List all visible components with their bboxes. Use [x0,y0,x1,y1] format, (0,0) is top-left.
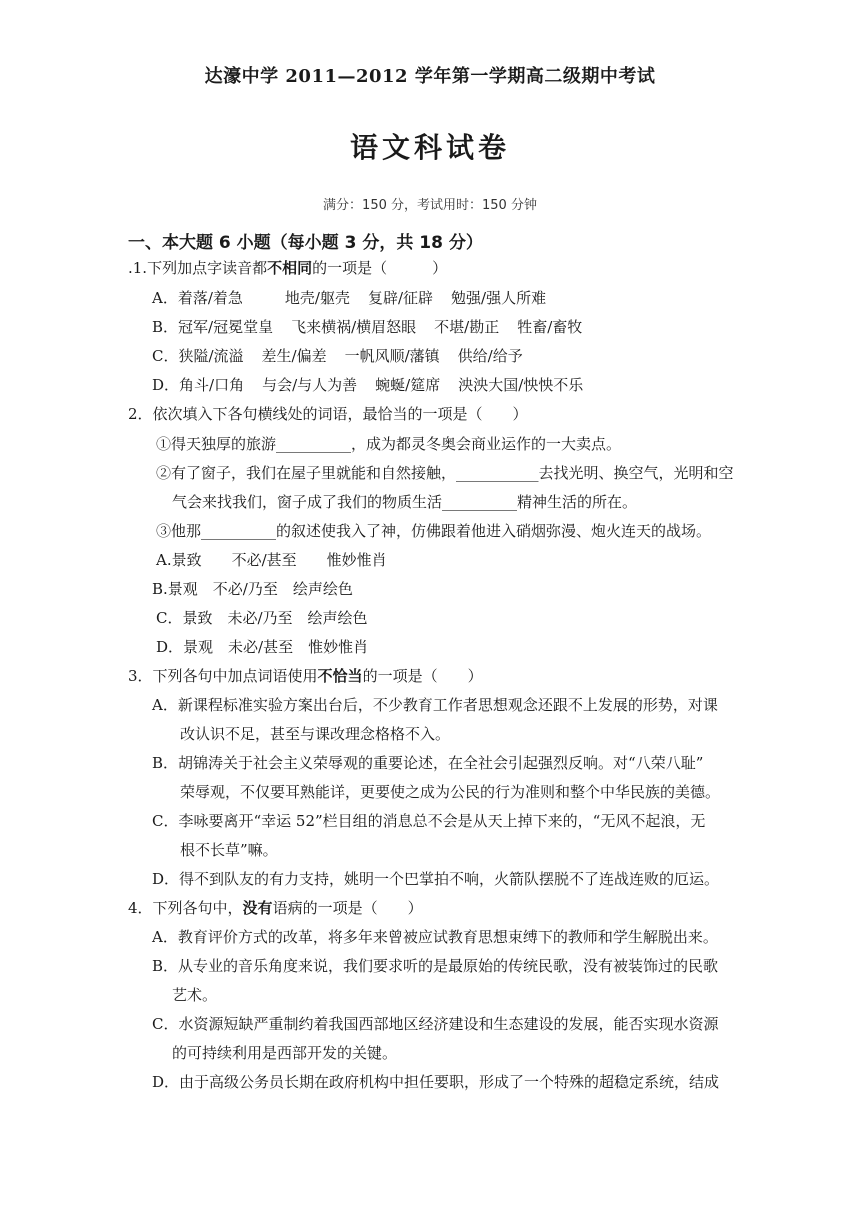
q1-a-4: 勉强/强人所难 [451,289,547,307]
q1-stem-bold: 不相同 [267,259,313,277]
q1-c-3: 一帆风顺/藩镇 [344,347,440,365]
q3-stem-pre: 3．下列各句中加点词语使用 [128,667,318,685]
q4-stem-pre: 4．下列各句中， [128,899,243,917]
q1-d-4: 泱泱大国/怏怏不乐 [458,376,584,394]
q1-b-1: B．冠军/冠冕堂皇 [152,318,274,336]
q3-option-a-line2: 改认识不足，甚至与课改理念格格不入。 [180,725,451,743]
q3-option-d: D．得不到队友的有力支持，姚明一个巴掌拍不响，火箭队摆脱不了连战连败的厄运。 [152,870,720,888]
q1-c-2: 差生/偏差 [261,347,327,365]
q3-stem [128,666,483,686]
q4-option-c-line2: 的可持续利用是西部开发的关键。 [172,1044,398,1062]
q2-option-a: A.景致 不必/甚至 惟妙惟肖 [156,551,387,569]
q1-option-d [152,375,583,395]
q1-d-1: D．角斗/口角 [152,376,245,394]
q1-stem-post: 的一项是（ ） [312,259,448,277]
q2-sentence-1: ①得天独厚的旅游__________，成为都灵冬奥会商业运作的一大卖点。 [156,435,622,453]
q4-option-b-line1: B．从专业的音乐角度来说，我们要求听的是最原始的传统民歌，没有被装饰过的民歌 [152,957,719,975]
school-title: 达濠中学 2011—2012 学年第一学期高二级期中考试 [204,66,656,87]
q1-d-2: 与会/与人为善 [262,376,358,394]
exam-info: 满分：150 分，考试用时：150 分钟 [323,198,537,213]
q3-option-c-line2: 根不长草”嘛。 [180,841,278,859]
exam-title: 语文科试卷 [349,131,510,164]
q1-c-1: C．狭隘/流溢 [152,347,244,365]
q4-stem [128,898,423,918]
q4-stem-post: 语病的一项是（ ） [272,899,423,917]
q1-stem [128,258,447,278]
q3-option-b-line1: B．胡锦涛关于社会主义荣辱观的重要论述，在全社会引起强烈反响。对“八荣八耻” [152,754,704,772]
q1-c-4: 供给/给予 [457,347,523,365]
q1-d-3: 蜿蜒/筵席 [375,376,441,394]
q3-option-c-line1: C．李咏要离开“幸运 52”栏目组的消息总不会是从天上掉下来的，“无风不起浪，无 [152,812,706,830]
q1-a-3: 复辟/征辟 [367,289,434,307]
q4-stem-bold: 没有 [242,899,273,917]
q3-option-b-line2: 荣辱观，不仅要耳熟能详，更要使之成为公民的行为准则和整个中华民族的美德。 [180,783,721,801]
q1-b-2: 飞来横祸/横眉怒眼 [291,318,417,336]
q1-stem-pre: .1.下列加点字读音都 [128,259,268,277]
q3-stem-post: 的一项是（ ） [362,667,483,685]
q1-option-a [152,288,546,308]
q2-sentence-2b: 气会来找我们，窗子成了我们的物质生活__________精神生活的所在。 [172,493,638,511]
q2-option-b: B.景观 不必/乃至 绘声绘色 [152,580,353,598]
q1-option-b [152,317,582,337]
q3-option-a-line1: A．新课程标准实验方案出台后，不少教育工作者思想观念还跟不上发展的形势，对课 [152,696,718,714]
q4-option-a: A．教育评价方式的改革，将多年来曾被应试教育思想束缚下的教师和学生解脱出来。 [152,928,718,946]
q1-a-2: 地壳/躯壳 [284,289,350,307]
q2-option-d: D．景观 未必/甚至 惟妙惟肖 [156,638,369,656]
q1-a-1: A．着落/着急 [152,289,243,307]
q1-b-4: 牲畜/畜牧 [517,318,583,336]
q1-option-c [152,346,523,366]
q4-option-d-line1: D．由于高级公务员长期在政府机构中担任要职，形成了一个特殊的超稳定系统，结成 [152,1073,720,1091]
q4-option-b-line2: 艺术。 [172,986,218,1004]
q2-stem: 2．依次填入下各句横线处的词语，最恰当的一项是（ ） [128,405,528,423]
q2-sentence-3: ③他那__________的叙述使我入了神，仿佛跟着他进入硝烟弥漫、炮火连天的战场。 [156,522,712,540]
q2-option-c: C．景致 未必/乃至 绘声绘色 [156,609,368,627]
section-heading: 一、本大题 6 小题（每小题 3 分，共 18 分） [128,233,483,253]
q3-stem-bold: 不恰当 [317,667,363,685]
q4-option-c-line1: C．水资源短缺严重制约着我国西部地区经济建设和生态建设的发展，能否实现水资源 [152,1015,719,1033]
q2-sentence-2a: ②有了窗子，我们在屋子里就能和自然接触，___________去找光明、换空气，光明和空 [156,464,734,482]
q1-b-3: 不堪/勘正 [434,318,500,336]
